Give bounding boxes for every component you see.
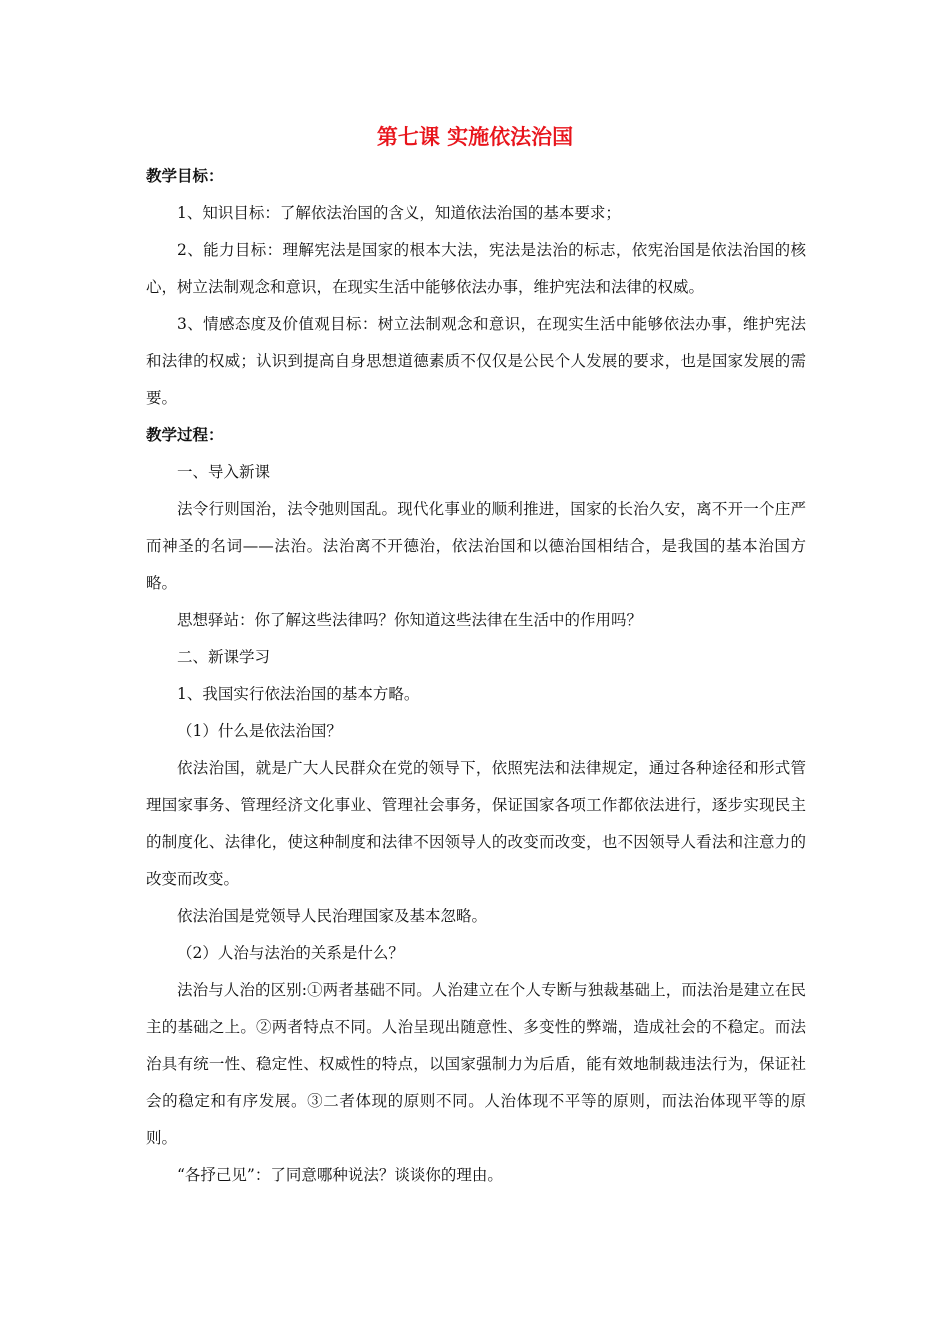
objective-ability: 2、能力目标：理解宪法是国家的根本大法，宪法是法治的标志，依宪治国是依法治国的核心，树立法制观念和意识，在现实生活中能够依法办事，维护宪法和法律的权威。 bbox=[146, 241, 806, 296]
question-what-is-rule-of-law: （1）什么是依法治国？ bbox=[177, 722, 342, 740]
intro-paragraph: 法令行则国治，法令弛则国乱。现代化事业的顺利推进，国家的长治久安，离不开一个庄严而神圣的名词——法治。法治离不开德治，依法治国和以德治国相结合，是我国的基本治国方略。 bbox=[146, 500, 806, 592]
objectives-heading: 教学目标： bbox=[146, 167, 224, 185]
thinking-station: 思想驿站：你了解这些法律吗？你知道这些法律在生活中的作用吗？ bbox=[177, 611, 643, 629]
page-title: 第七课 实施依法治国 bbox=[376, 125, 574, 149]
process-heading: 教学过程： bbox=[146, 426, 224, 444]
objective-knowledge: 1、知识目标：了解依法治国的含义，知道依法治国的基本要求； bbox=[177, 204, 621, 222]
question-rule-relation: （2）人治与法治的关系是什么？ bbox=[177, 944, 404, 962]
document-body bbox=[146, 158, 806, 1194]
point-basic-strategy: 1、我国实行依法治国的基本方略。 bbox=[177, 685, 420, 703]
strategy-paragraph: 依法治国是党领导人民治理国家及基本忽略。 bbox=[177, 907, 488, 925]
difference-paragraph: 法治与人治的区别:①两者基础不同。人治建立在个人专断与独裁基础上，而法治是建立在民主的基础之上。②两者特点不同。人治呈现出随意性、多变性的弊端，造成社会的不稳定。而法治具有统一性、稳定性、权威性的特点，以国家强制力为后盾，能有效地制裁违法行为，保证社会的稳定和有序发展。③二者体现的原则不同。人治体现不平等的原则，而法治体现平等的原则。 bbox=[146, 981, 806, 1147]
definition-paragraph: 依法治国，就是广大人民群众在党的领导下，依照宪法和法律规定，通过各种途径和形式管理国家事务、管理经济文化事业、管理社会事务，保证国家各项工作都依法进行，逐步实现民主的制度化、法律化，使这种制度和法律不因领导人的改变而改变，也不因领导人看法和注意力的改变而改变。 bbox=[146, 759, 806, 888]
part-intro-heading: 一、导入新课 bbox=[177, 463, 271, 481]
discussion-prompt: “各抒己见”：了同意哪种说法？谈谈你的理由。 bbox=[177, 1166, 503, 1184]
part-new-lesson-heading: 二、新课学习 bbox=[177, 648, 271, 666]
objective-emotion: 3、情感态度及价值观目标：树立法制观念和意识，在现实生活中能够依法办事，维护宪法和法律的权威；认识到提高自身思想道德素质不仅仅是公民个人发展的要求，也是国家发展的需要。 bbox=[146, 315, 806, 407]
